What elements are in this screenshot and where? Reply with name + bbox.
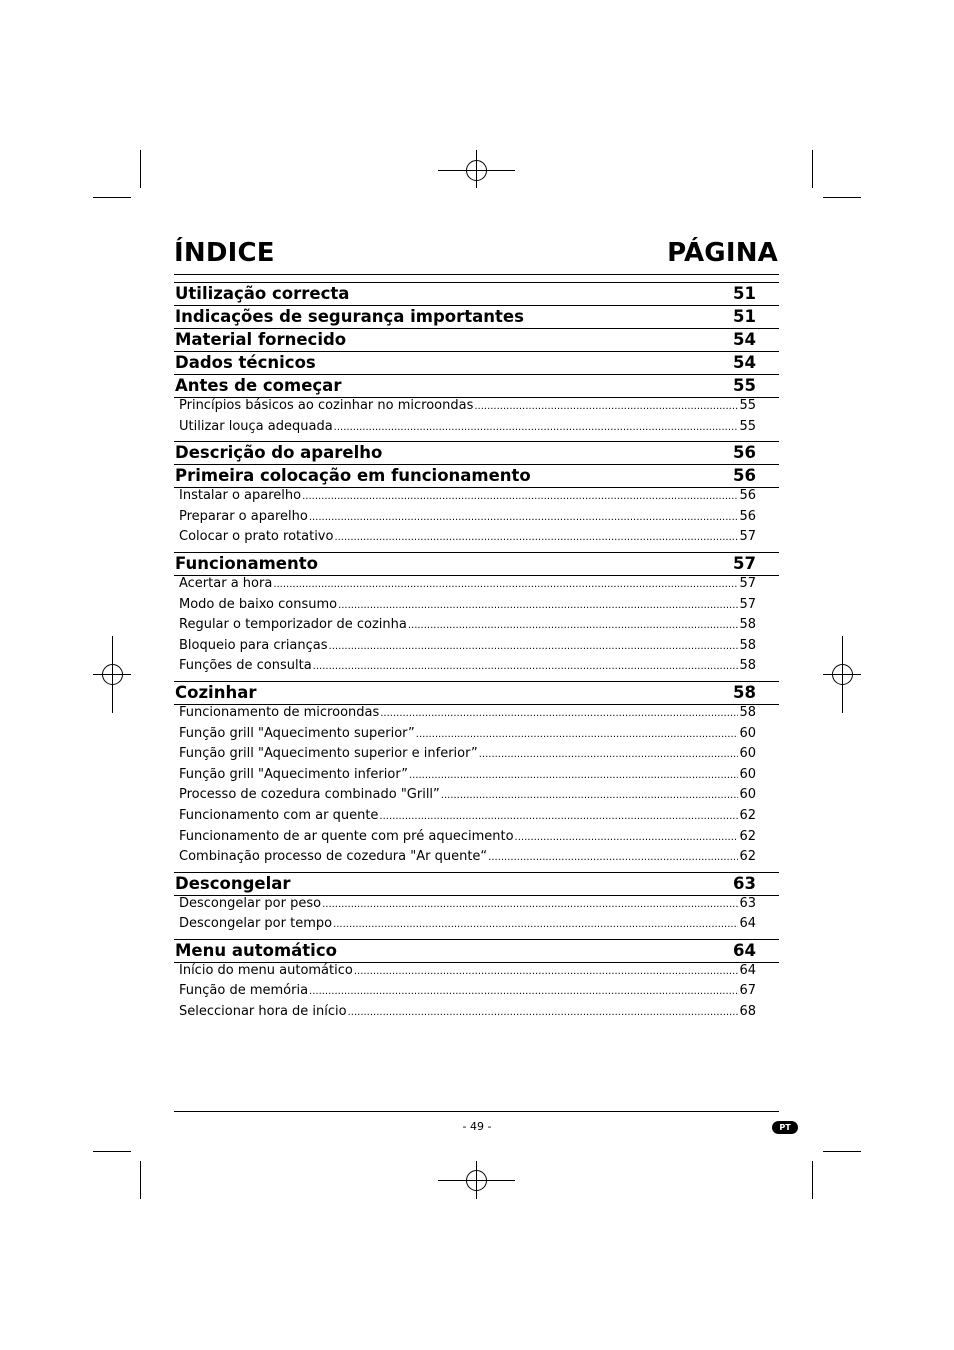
dot-leader bbox=[354, 963, 739, 978]
dot-leader bbox=[273, 576, 738, 591]
toc-section-page: 64 bbox=[733, 940, 756, 960]
toc-entry[interactable] bbox=[174, 529, 779, 550]
toc-entry-page: 58 bbox=[739, 704, 756, 720]
toc-entry-page: 64 bbox=[739, 916, 756, 932]
crop-mark-bottom-left-v bbox=[140, 1161, 141, 1199]
toc-entry-title: Função de memória bbox=[179, 983, 309, 999]
dot-leader bbox=[488, 849, 738, 864]
dot-leader bbox=[416, 726, 739, 741]
crop-mark-top-left-v bbox=[140, 150, 141, 188]
toc-entry-page: 62 bbox=[739, 828, 756, 844]
toc-entry-page: 56 bbox=[739, 488, 756, 504]
dot-leader bbox=[329, 638, 739, 653]
toc-entry-page: 57 bbox=[739, 596, 756, 612]
crop-mark-top-right-v bbox=[812, 150, 813, 188]
toc-section-page: 56 bbox=[733, 443, 756, 463]
toc-section[interactable] bbox=[174, 939, 779, 963]
toc-entry-page: 60 bbox=[739, 787, 756, 803]
toc-entry[interactable] bbox=[174, 658, 779, 679]
toc-entry[interactable] bbox=[174, 983, 779, 1004]
toc-section[interactable] bbox=[174, 681, 779, 705]
toc-entry-title: Combinação processo de cozedura "Ar quente“ bbox=[179, 849, 488, 865]
dot-leader bbox=[333, 916, 738, 931]
language-badge: PT bbox=[772, 1121, 798, 1134]
dot-leader bbox=[441, 787, 739, 802]
toc-entry[interactable] bbox=[174, 638, 779, 659]
toc-section-page: 57 bbox=[733, 553, 756, 573]
toc-entry-page: 56 bbox=[739, 508, 756, 524]
toc-entry[interactable] bbox=[174, 576, 779, 597]
toc-entry-title: Seleccionar hora de início bbox=[179, 1004, 347, 1020]
toc-section-page: 55 bbox=[733, 376, 756, 395]
dot-leader bbox=[379, 808, 738, 823]
toc-section-title: Primeira colocação em funcionamento bbox=[175, 466, 531, 486]
toc-section[interactable] bbox=[174, 305, 779, 329]
toc-entry[interactable] bbox=[174, 726, 779, 747]
dot-leader bbox=[309, 509, 739, 524]
toc-entry-page: 67 bbox=[739, 983, 756, 999]
toc-entry-title: Regular o temporizador de cozinha bbox=[179, 617, 407, 633]
toc-section-title: Descrição do aparelho bbox=[175, 443, 383, 463]
toc-entry[interactable] bbox=[174, 509, 779, 530]
toc-section-page: 51 bbox=[733, 307, 756, 326]
dot-leader bbox=[313, 658, 739, 673]
toc-section[interactable] bbox=[174, 374, 779, 398]
toc-entry[interactable] bbox=[174, 746, 779, 767]
toc-entry-page: 57 bbox=[739, 529, 756, 545]
dot-leader bbox=[338, 597, 738, 612]
toc-section-page: 54 bbox=[733, 353, 756, 372]
toc-entry-page: 60 bbox=[739, 766, 756, 782]
toc-section-title: Menu automático bbox=[175, 940, 337, 960]
toc-entry-title: Utilizar louça adequada bbox=[179, 418, 333, 434]
toc-entry[interactable] bbox=[174, 419, 779, 440]
toc-entry-page: 58 bbox=[739, 637, 756, 653]
toc-section-page: 63 bbox=[733, 873, 756, 893]
toc-entry-title: Início do menu automático bbox=[179, 962, 353, 978]
toc-section-page: 54 bbox=[733, 330, 756, 349]
toc-entry-title: Princípios básicos ao cozinhar no microondas bbox=[179, 398, 474, 413]
toc-section[interactable] bbox=[174, 441, 779, 465]
toc-section-title: Descongelar bbox=[175, 873, 291, 893]
toc-entry-page: 62 bbox=[739, 807, 756, 823]
crop-mark-bottom-right-h bbox=[823, 1151, 861, 1152]
toc-section-title: Material fornecido bbox=[175, 330, 347, 349]
dot-leader bbox=[322, 896, 738, 911]
crop-mark-top-right-h bbox=[823, 197, 861, 198]
toc-entry-title: Funcionamento de microondas bbox=[179, 704, 380, 720]
toc-entry-title: Colocar o prato rotativo bbox=[179, 529, 334, 545]
crop-mark-top-left-h bbox=[93, 197, 131, 198]
index-title: ÍNDICE bbox=[174, 238, 275, 268]
dot-leader bbox=[334, 529, 738, 544]
toc-entry-title: Funcionamento de ar quente com pré aquecimento bbox=[179, 828, 514, 844]
toc-entry-page: 68 bbox=[739, 1004, 756, 1020]
toc-entry-page: 62 bbox=[739, 849, 756, 865]
toc-entry[interactable] bbox=[174, 896, 779, 917]
toc-entry[interactable] bbox=[174, 808, 779, 829]
dot-leader bbox=[334, 419, 739, 434]
toc-entry-title: Funcionamento com ar quente bbox=[179, 807, 379, 823]
dot-leader bbox=[348, 1004, 739, 1019]
toc-section[interactable] bbox=[174, 282, 779, 306]
toc-section[interactable] bbox=[174, 351, 779, 375]
dot-leader bbox=[409, 767, 739, 782]
page-number: - 49 - bbox=[462, 1120, 492, 1133]
toc-entry[interactable] bbox=[174, 398, 779, 419]
toc-entry[interactable] bbox=[174, 829, 779, 850]
toc-section[interactable] bbox=[174, 464, 779, 488]
toc-entry-page: 60 bbox=[739, 725, 756, 741]
crop-mark-bottom-right-v bbox=[812, 1161, 813, 1199]
toc-section-page: 51 bbox=[733, 284, 756, 303]
toc-entry[interactable] bbox=[174, 617, 779, 638]
toc-entry-title: Funções de consulta bbox=[179, 658, 312, 674]
toc-entry-title: Processo de cozedura combinado "Grill” bbox=[179, 787, 440, 803]
toc-entry-title: Função grill "Aquecimento superior e inferior” bbox=[179, 746, 478, 762]
toc-entry[interactable] bbox=[174, 767, 779, 788]
toc-entry[interactable] bbox=[174, 597, 779, 618]
toc-entry[interactable] bbox=[174, 963, 779, 984]
toc-entry-title: Descongelar por tempo bbox=[179, 916, 333, 932]
toc-section-page: 56 bbox=[733, 466, 756, 486]
toc-entry[interactable] bbox=[174, 787, 779, 808]
toc-entry-page: 64 bbox=[739, 962, 756, 978]
toc-entry[interactable] bbox=[174, 1004, 779, 1025]
toc-entry-page: 60 bbox=[739, 746, 756, 762]
toc-section[interactable] bbox=[174, 552, 779, 576]
toc-entry-page: 55 bbox=[739, 398, 756, 413]
toc-section-title: Funcionamento bbox=[175, 553, 318, 573]
toc-section[interactable] bbox=[174, 872, 779, 896]
dot-leader bbox=[380, 705, 738, 720]
dot-leader bbox=[479, 746, 739, 761]
dot-leader bbox=[302, 488, 738, 503]
toc-entry-title: Função grill "Aquecimento superior” bbox=[179, 725, 415, 741]
toc-entry-page: 58 bbox=[739, 658, 756, 674]
toc-entry-page: 57 bbox=[739, 575, 756, 591]
dot-leader bbox=[408, 617, 739, 632]
toc-entry-title: Acertar a hora bbox=[179, 575, 273, 591]
spacer bbox=[174, 1025, 779, 1028]
toc-entry-title: Modo de baixo consumo bbox=[179, 596, 338, 612]
toc-entry-title: Bloqueio para crianças bbox=[179, 637, 328, 653]
toc-entry-title: Descongelar por peso bbox=[179, 895, 322, 911]
dot-leader bbox=[309, 983, 738, 998]
toc-entry[interactable] bbox=[174, 849, 779, 870]
toc-entry[interactable] bbox=[174, 488, 779, 509]
toc-section-title: Indicações de segurança importantes bbox=[175, 307, 524, 326]
dot-leader bbox=[474, 398, 738, 413]
toc-section-title: Cozinhar bbox=[175, 682, 257, 702]
toc-section-page: 58 bbox=[733, 682, 756, 702]
page-column-title: PÁGINA bbox=[667, 238, 778, 268]
toc-entry-title: Instalar o aparelho bbox=[179, 488, 302, 504]
dot-leader bbox=[515, 829, 739, 844]
toc-section-title: Utilização correcta bbox=[175, 284, 350, 303]
crop-mark-bottom-left-h bbox=[93, 1151, 131, 1152]
toc-entry[interactable] bbox=[174, 916, 779, 937]
toc-entry-page: 63 bbox=[739, 895, 756, 911]
table-of-contents bbox=[174, 283, 779, 1028]
toc-entry[interactable] bbox=[174, 705, 779, 726]
toc-entry-title: Preparar o aparelho bbox=[179, 508, 308, 524]
footer-rule bbox=[174, 1111, 779, 1112]
toc-entry-page: 55 bbox=[739, 418, 756, 434]
header-rule bbox=[174, 274, 779, 275]
toc-section-title: Dados técnicos bbox=[175, 353, 316, 372]
toc-entry-page: 58 bbox=[739, 617, 756, 633]
toc-entry-title: Função grill "Aquecimento inferior” bbox=[179, 766, 408, 782]
toc-section-title: Antes de começar bbox=[175, 376, 342, 395]
toc-section[interactable] bbox=[174, 328, 779, 352]
